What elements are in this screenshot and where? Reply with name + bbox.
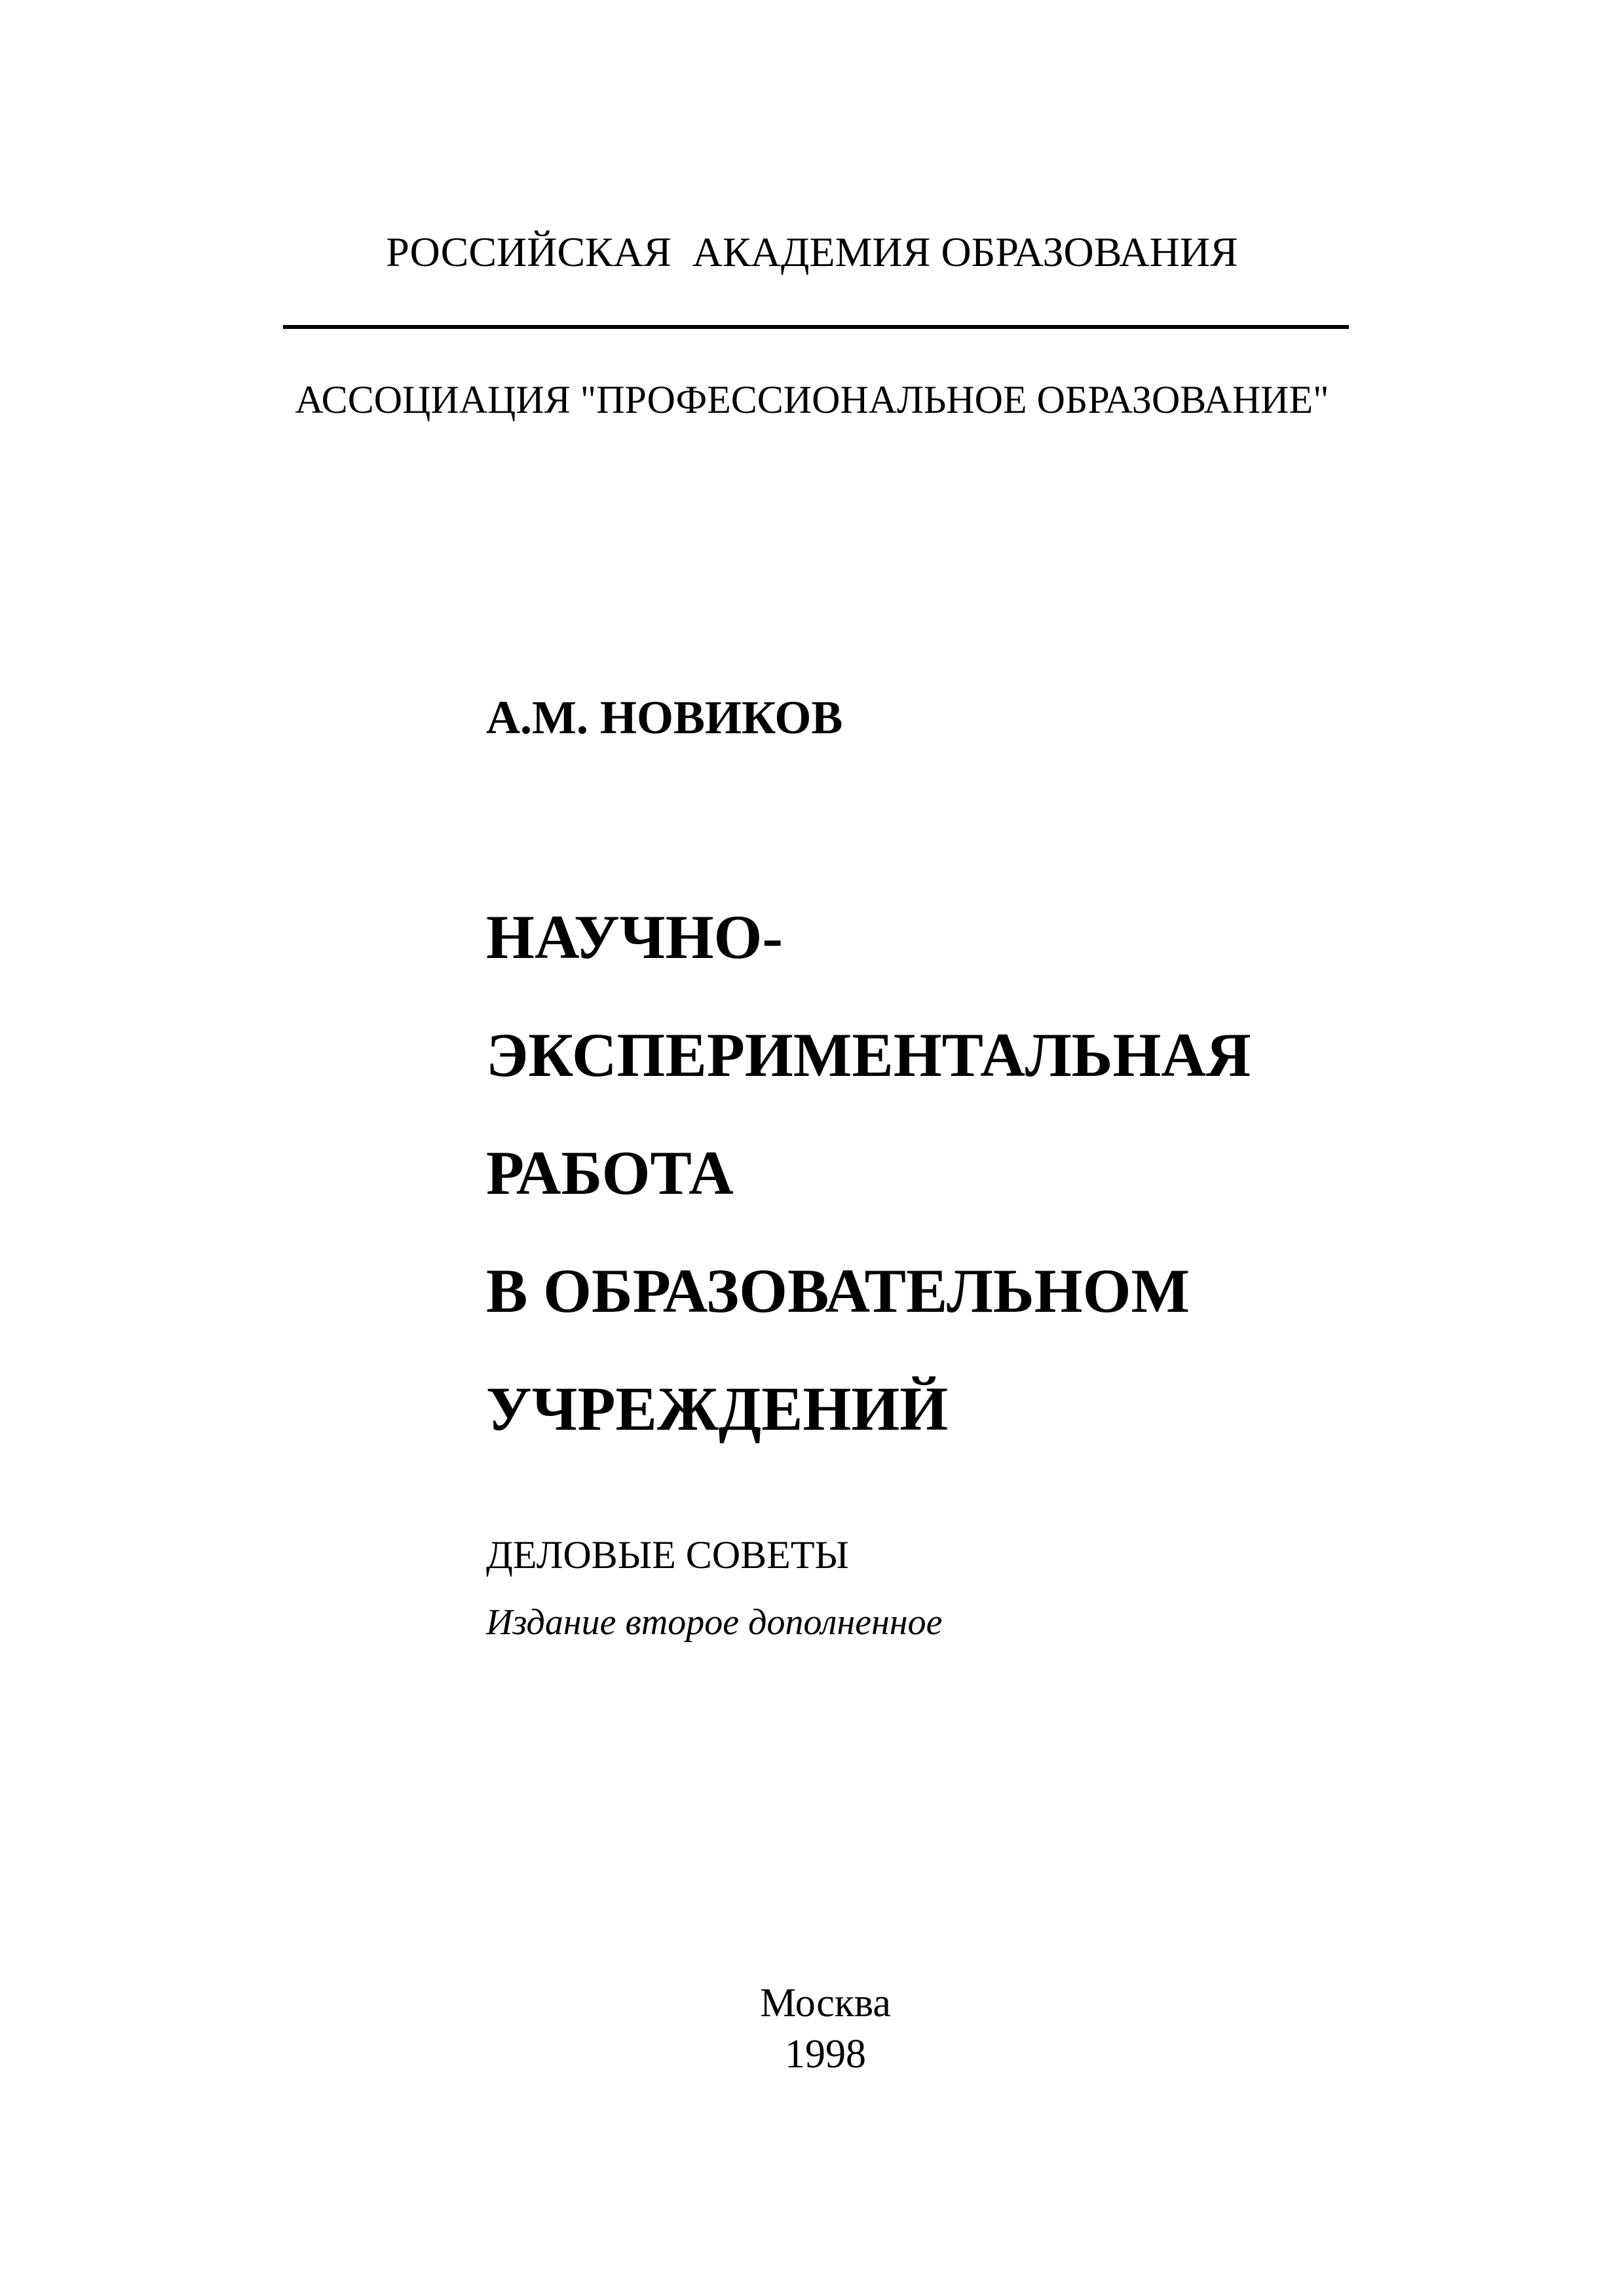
title-line: ЭКСПЕРИМЕНТАЛЬНАЯ xyxy=(486,1020,1251,1090)
header-divider xyxy=(283,325,1349,329)
title-line: В ОБРАЗОВАТЕЛЬНОМ xyxy=(486,1256,1190,1326)
title-line: НАУЧНО- xyxy=(486,902,784,972)
imprint-city: Москва xyxy=(760,1981,891,2025)
title-line: УЧРЕЖДЕНИЙ xyxy=(486,1374,949,1444)
book-title xyxy=(486,878,1251,1468)
imprint-year: 1998 xyxy=(785,2032,866,2076)
title-line: РАБОТА xyxy=(486,1138,734,1208)
edition-note: Издание второе дополненное xyxy=(486,1602,943,1643)
series-name: ДЕЛОВЫЕ СОВЕТЫ xyxy=(486,1533,849,1577)
association-name: АССОЦИАЦИЯ "ПРОФЕССИОНАЛЬНОЕ ОБРАЗОВАНИЕ" xyxy=(295,378,1329,421)
author-name: А.М. НОВИКОВ xyxy=(486,691,843,744)
imprint xyxy=(694,1978,956,2080)
organization-name: РОССИЙСКАЯ АКАДЕМИЯ ОБРАЗОВАНИЯ xyxy=(386,229,1238,275)
